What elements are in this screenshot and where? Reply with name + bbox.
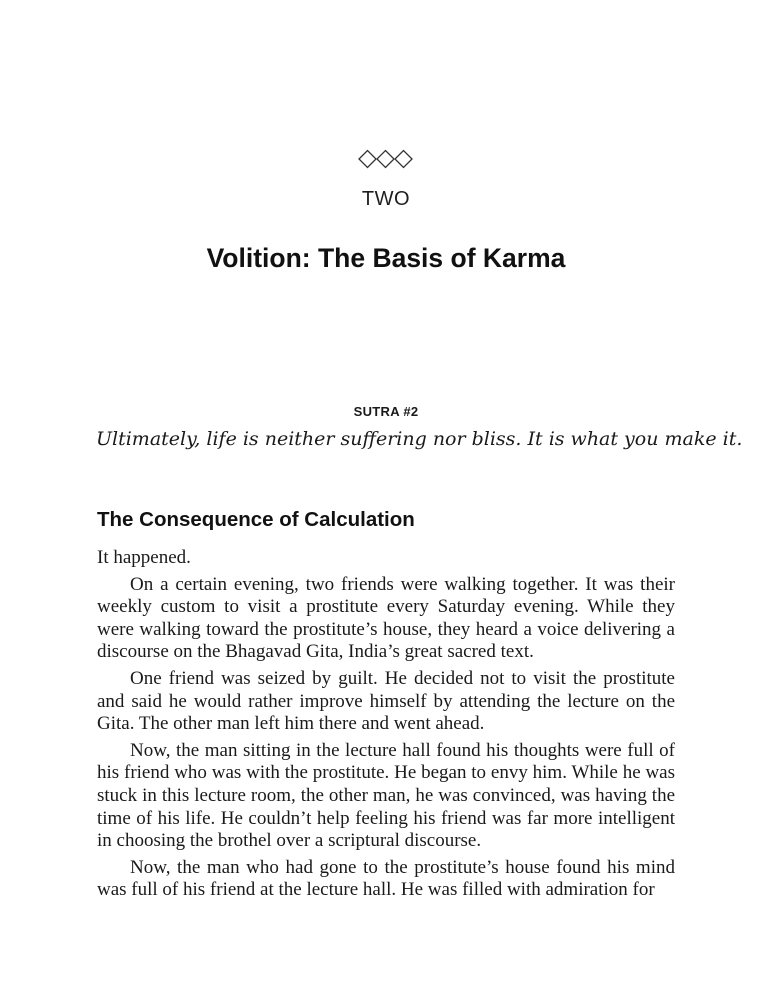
paragraph: Now, the man sitting in the lecture hall found his thoughts were full of his friend who was with the prostitute. He began to envy him. While he was stuck in this lecture room, the other man, he was convinced, was having the time of his life. He couldn’t help feeling his friend was far more intelligent in choosing the brothel over a scriptural discourse. <box>97 739 675 852</box>
paragraph: It happened. <box>97 547 191 568</box>
ornament-icon <box>0 148 772 175</box>
paragraph: Now, the man who had gone to the prostitute’s house found his mind was full of his friend at the lecture hall. He was filled with admiration for <box>97 856 675 901</box>
paragraph: On a certain evening, two friends were walking together. It was their weekly custom to visit a prostitute every Saturday evening. While they were walking toward the prostitute’s house, they heard a voice delivering a discourse on the Bhagavad Gita, India’s great sacred text. <box>97 573 675 663</box>
chapter-title: Volition: The Basis of Karma <box>206 243 566 273</box>
paragraph: One friend was seized by guilt. He decided not to visit the prostitute and said he would rather improve himself by attending the lecture on the Gita. The other man left him there and went ahead. <box>97 667 675 735</box>
body-text <box>97 547 675 906</box>
chapter-number: TWO <box>361 188 411 210</box>
sutra-quote: Ultimately, life is neither suffering nor bliss. It is what you make it. <box>96 428 743 450</box>
sutra-label: SUTRA #2 <box>353 404 419 419</box>
section-heading: The Consequence of Calculation <box>97 508 415 531</box>
